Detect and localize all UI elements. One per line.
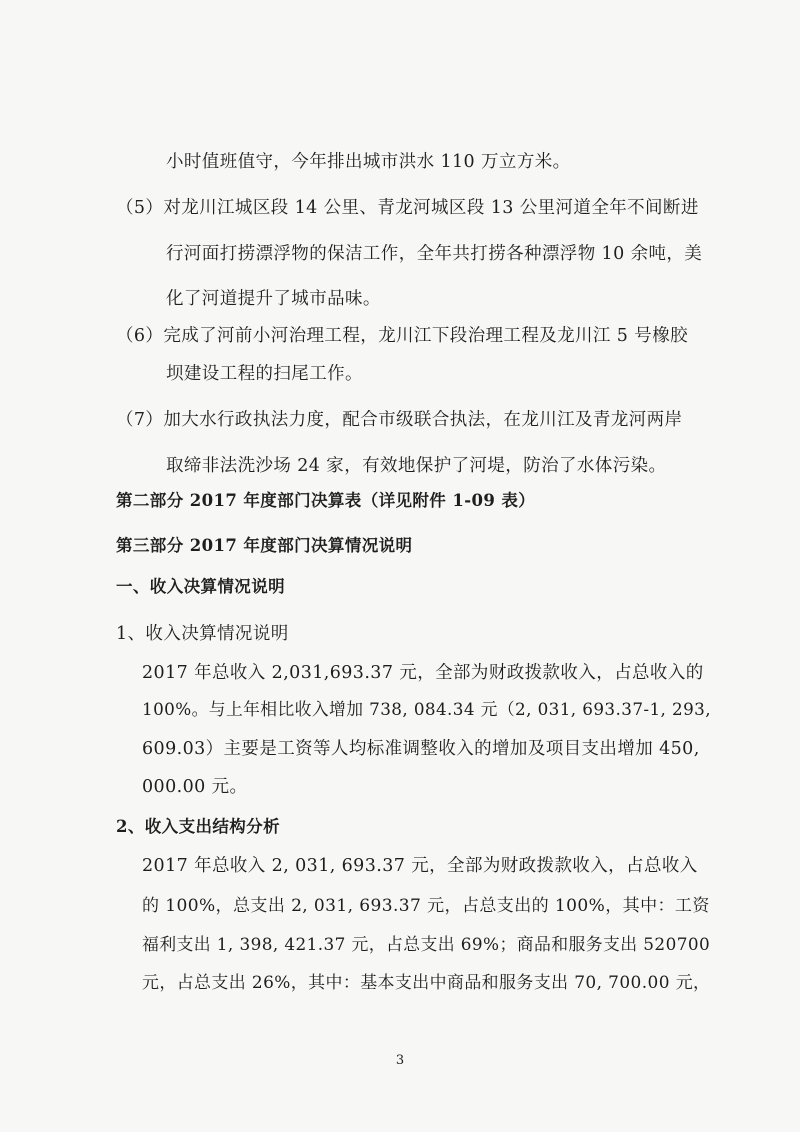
section-heading-part-three: 第三部分 2017 年度部门决算情况说明 — [116, 536, 413, 555]
paragraph-line: 2017 年总收入 2, 031, 693.37 元，全部为财政拨款收入，占总收入 — [142, 856, 698, 876]
paragraph-line: 100%。与上年相比收入增加 738, 084.34 元（2, 031, 693.37-1, 293, — [142, 699, 711, 719]
list-item-5: （5）对龙川江城区段 14 公里、青龙河城区段 13 公里河道全年不间断进 — [116, 198, 699, 218]
page-number: 3 — [395, 1053, 405, 1068]
paragraph-line: 行河面打捞漂浮物的保洁工作，全年共打捞各种漂浮物 10 余吨，美 — [166, 244, 703, 264]
paragraph-line: 小时值班值守，今年排出城市洪水 110 万立方米。 — [166, 152, 571, 172]
list-item-7: （7）加大水行政执法力度，配合市级联合执法，在龙川江及青龙河两岸 — [116, 410, 683, 430]
paragraph-line: 2017 年总收入 2,031,693.37 元，全部为财政拨款收入，占总收入的 — [142, 663, 704, 683]
subsection-heading-1: 1、收入决算情况说明 — [116, 624, 289, 644]
paragraph-line: 福利支出 1, 398, 421.37 元，占总支出 69%；商品和服务支出 520700 — [142, 934, 711, 954]
paragraph-line: 的 100%，总支出 2, 031, 693.37 元，占总支出的 100%，其中：工资 — [142, 896, 710, 916]
paragraph-line: 化了河道提升了城市品味。 — [166, 289, 381, 309]
paragraph-line: 609.03）主要是工资等人均标准调整收入的增加及项目支出增加 450, — [142, 739, 700, 759]
subsection-heading-2: 2、收入支出结构分析 — [116, 817, 280, 836]
paragraph-line: 元，占总支出 26%，其中：基本支出中商品和服务支出 70, 700.00 元， — [142, 972, 711, 992]
paragraph-line: 坝建设工程的扫尾工作。 — [166, 364, 363, 384]
section-heading-part-two: 第二部分 2017 年度部门决算表（详见附件 1-09 表） — [116, 491, 536, 510]
paragraph-line: 取缔非法洗沙场 24 家，有效地保护了河堤，防治了水体污染。 — [166, 456, 667, 476]
list-item-6: （6）完成了河前小河治理工程，龙川江下段治理工程及龙川江 5 号橡胶 — [116, 326, 688, 346]
paragraph-line: 000.00 元。 — [142, 777, 248, 797]
section-heading-income: 一、收入决算情况说明 — [116, 577, 285, 596]
